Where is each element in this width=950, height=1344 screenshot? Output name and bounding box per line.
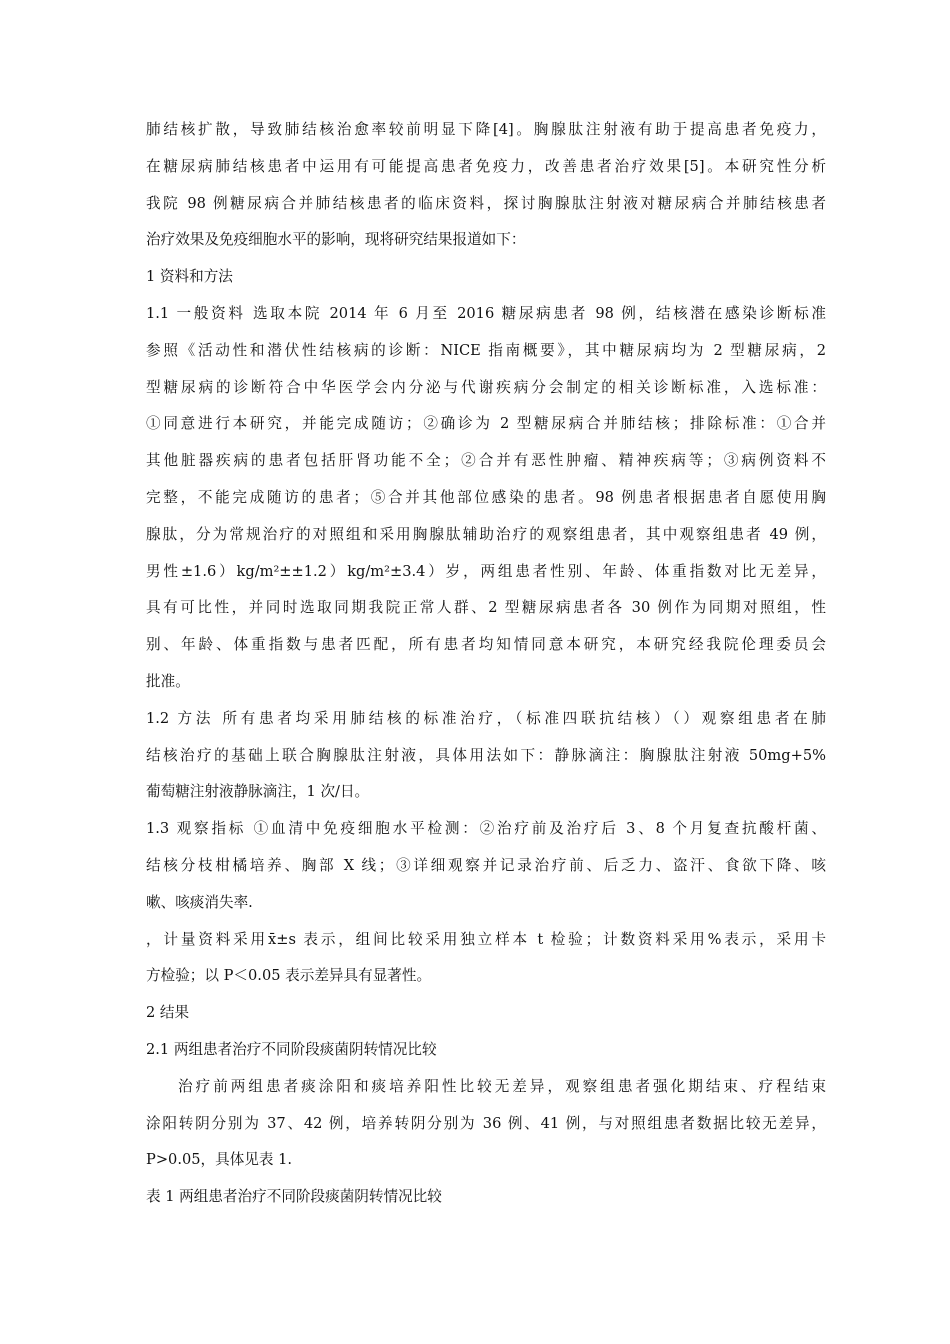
section-1-3-line: 1.3 观察指标 ①血清中免疫细胞水平检测：②治疗前及治疗后 3、8 个月复查抗酸杆菌、 — [146, 820, 826, 838]
section-1-1-line: ①同意进行本研究，并能完成随访；②确诊为 2 型糖尿病合并肺结核；排除标准：①合并 — [146, 415, 826, 433]
section-1-2-line: 结核治疗的基础上联合胸腺肽注射液，具体用法如下：静脉滴注：胸腺肽注射液 50mg+5% — [146, 746, 826, 764]
section-1-2-line: 1.2 方法 所有患者均采用肺结核的标准治疗，（标准四联抗结核）（）观察组患者在肺 — [146, 709, 826, 727]
section-1-1-line: 批准。 — [146, 672, 190, 690]
intro-line: 在糖尿病肺结核患者中运用有可能提高患者免疫力，改善患者治疗效果[5]。本研究性分析 — [146, 157, 826, 175]
section-2-1-line: P>0.05，具体见表 1. — [146, 1151, 293, 1169]
section-1-1-line: 别、年龄、体重指数与患者匹配，所有患者均知情同意本研究，本研究经我院伦理委员会 — [146, 636, 826, 654]
statistics-line: ，计量资料采用x̄±s 表示，组间比较采用独立样本 t 检验；计数资料采用%表示，采用卡 — [146, 930, 826, 948]
section-1-1-line: 参照《活动性和潜伏性结核病的诊断：NICE 指南概要》，其中糖尿病均为 2 型糖尿病，2 — [146, 341, 826, 359]
section-1-2-line: 葡萄糖注射液静脉滴注，1 次/日。 — [146, 783, 370, 801]
section-2-heading: 2 结果 — [146, 1004, 190, 1022]
section-2-1-line: 涂阳转阴分别为 37、42 例，培养转阴分别为 36 例、41 例，与对照组患者数据比较无差异， — [146, 1114, 826, 1132]
intro-line: 肺结核扩散，导致肺结核治愈率较前明显下降[4]。胸腺肽注射液有助于提高患者免疫力， — [146, 121, 826, 138]
section-1-1-line: 具有可比性，并同时选取同期我院正常人群、2 型糖尿病患者各 30 例作为同期对照组，性 — [146, 599, 826, 617]
section-1-1-line: 1.1 一般资料 选取本院 2014 年 6 月至 2016 糖尿病患者 98 例，结核潜在感染诊断标准 — [146, 304, 826, 322]
section-1-heading: 1 资料和方法 — [146, 268, 233, 286]
section-1-1-line: 其他脏器疾病的患者包括肝肾功能不全；②合并有恶性肿瘤、精神疾病等；③病例资料不 — [146, 452, 826, 470]
section-1-3-line: 嗽、咳痰消失率. — [146, 893, 253, 911]
section-2-1-heading: 2.1 两组患者治疗不同阶段痰菌阴转情况比较 — [146, 1040, 437, 1058]
intro-line: 我院 98 例糖尿病合并肺结核患者的临床资料，探讨胸腺肽注射液对糖尿病合并肺结核患者 — [146, 194, 826, 212]
statistics-line: 方检验；以 P＜0.05 表示差异具有显著性。 — [146, 967, 432, 985]
document-page — [146, 120, 826, 1207]
section-1-1-line: 型糖尿病的诊断符合中华医学会内分泌与代谢疾病分会制定的相关诊断标准，入选标准： — [146, 378, 826, 396]
table-1-caption: 表 1 两组患者治疗不同阶段痰菌阴转情况比较 — [146, 1188, 442, 1206]
section-1-1-line: 完整，不能完成随访的患者；⑤合并其他部位感染的患者。98 例患者根据患者自愿使用胸 — [146, 488, 826, 506]
section-1-3-line: 结核分枝柑橘培养、胸部 X 线；③详细观察并记录治疗前、后乏力、盗汗、食欲下降、咳 — [146, 856, 826, 874]
intro-line: 治疗效果及免疫细胞水平的影响，现将研究结果报道如下： — [146, 231, 526, 249]
section-2-1-line: 治疗前两组患者痰涂阳和痰培养阳性比较无差异，观察组患者强化期结束、疗程结束 — [178, 1077, 826, 1095]
section-1-1-line: 腺肽，分为常规治疗的对照组和采用胸腺肽辅助治疗的观察组患者，其中观察组患者 49 例， — [146, 525, 826, 543]
section-1-1-line: 男性±1.6）kg/m²±±1.2）kg/m²±3.4）岁，两组患者性别、年龄、体重指数对比无差异， — [146, 562, 826, 580]
